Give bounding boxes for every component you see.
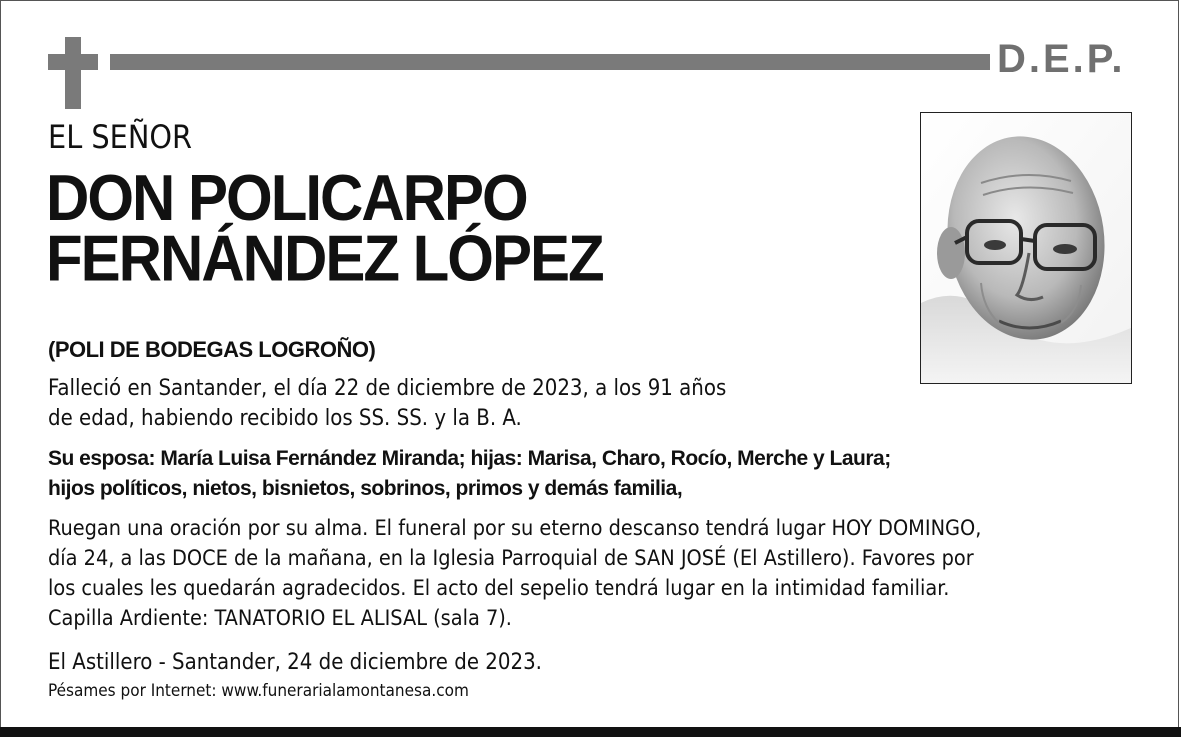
deceased-name — [46, 161, 603, 295]
dep-label: D.E.P. — [997, 37, 1126, 81]
nickname: (POLI DE BODEGAS LOGROÑO) — [48, 337, 376, 362]
prayer-line-4: Capilla Ardiente: TANATORIO EL ALISAL (sala 7). — [48, 606, 512, 631]
honorific-title: EL SEÑOR — [48, 118, 193, 156]
portrait-illustration — [921, 113, 1131, 383]
name-line-1: DON POLICARPO — [46, 161, 527, 234]
death-notice — [48, 374, 898, 434]
family-list — [48, 444, 1148, 504]
family-line-1: Su esposa: María Luisa Fernández Miranda; hijas: Marisa, Charo, Rocío, Merche y Laura; — [48, 447, 891, 470]
prayer-line-1: Ruegan una oración por su alma. El funeral por su eterno descanso tendrá lugar HOY DOMINGO, — [48, 516, 982, 541]
death-line-1: Falleció en Santander, el día 22 de diciembre de 2023, a los 91 años — [48, 376, 727, 401]
cross-icon — [48, 37, 98, 109]
family-line-2: hijos políticos, nietos, bisnietos, sobrinos, primos y demás familia, — [48, 477, 683, 500]
header-rule — [110, 54, 990, 70]
bottom-bar — [0, 727, 1181, 737]
prayer-line-3: los cuales les quedarán agradecidos. El acto del sepelio tendrá lugar en la intimidad familiar. — [48, 576, 950, 601]
prayer-line-2: día 24, a las DOCE de la mañana, en la Iglesia Parroquial de SAN JOSÉ (El Astillero). Favores por — [48, 546, 974, 571]
name-line-2: FERNÁNDEZ LÓPEZ — [46, 222, 603, 295]
place-date: El Astillero - Santander, 24 de diciembre de 2023. — [48, 650, 542, 675]
condolences-link[interactable]: Pésames por Internet: www.funerarialamontanesa.com — [48, 681, 469, 701]
funeral-details — [48, 514, 1158, 634]
portrait-photo — [920, 112, 1132, 384]
death-line-2: de edad, habiendo recibido los SS. SS. y la B. A. — [48, 406, 522, 431]
